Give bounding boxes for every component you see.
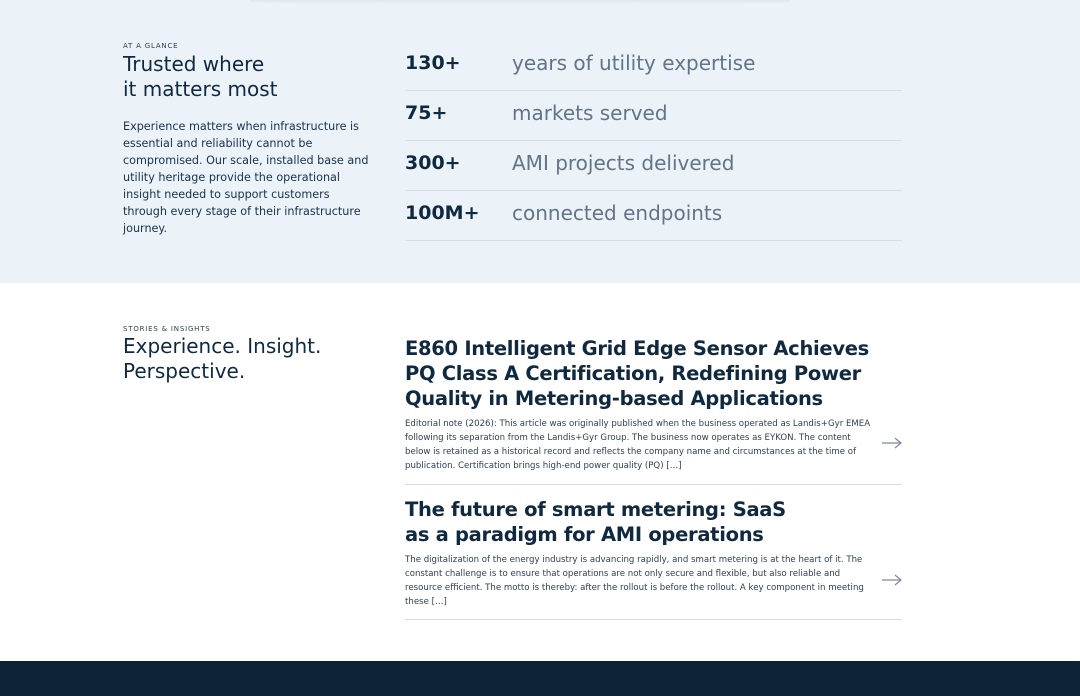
article-list xyxy=(405,336,902,620)
article-title[interactable] xyxy=(405,336,902,411)
stat-row xyxy=(405,191,902,241)
stat-label: markets served xyxy=(512,101,668,125)
arrow-right-icon[interactable] xyxy=(882,437,902,449)
article-title[interactable] xyxy=(405,497,902,547)
article-title-line[interactable]: Quality in Metering-based Applications xyxy=(405,387,823,410)
footer-band xyxy=(0,661,1080,696)
stat-label: connected endpoints xyxy=(512,201,723,225)
glance-title-line-1: Trusted where xyxy=(123,52,265,76)
glance-eyebrow: AT A GLANCE xyxy=(123,42,179,50)
stat-row xyxy=(405,41,902,91)
stories-title-line-1: Experience. Insight. xyxy=(123,334,322,358)
stat-value: 300+ xyxy=(405,152,461,174)
article-title-line[interactable]: E860 Intelligent Grid Edge Sensor Achieves xyxy=(405,337,869,360)
stat-row xyxy=(405,91,902,141)
glance-title-line-2: it matters most xyxy=(123,77,278,101)
article-card[interactable] xyxy=(405,336,902,485)
stat-value: 130+ xyxy=(405,52,461,74)
article-excerpt: The digitalization of the energy industry is advancing rapidly, and smart metering is at the heart of it. The constant challenge is to ensure that operations are not only secure and flexible, but also reliable and resource efficient. The motto is thereby: after the rollout is before the rollout. A key component in meeting these […] xyxy=(405,555,864,607)
article-title-line[interactable]: PQ Class A Certification, Redefining Power xyxy=(405,362,861,385)
stories-title xyxy=(123,334,321,384)
top-shadow xyxy=(250,0,790,4)
stories-eyebrow: STORIES & INSIGHTS xyxy=(123,325,211,333)
arrow-right-icon[interactable] xyxy=(882,574,902,586)
glance-title xyxy=(123,52,277,102)
article-card[interactable] xyxy=(405,485,902,620)
stat-value: 100M+ xyxy=(405,202,480,224)
stat-row xyxy=(405,141,902,191)
stat-label: years of utility expertise xyxy=(512,51,756,75)
article-title-line[interactable]: The future of smart metering: SaaS xyxy=(405,498,786,521)
stat-label: AMI projects delivered xyxy=(512,151,735,175)
glance-body: Experience matters when infrastructure is essential and reliability cannot be compromised. Our scale, installed base and utility heritage provide the operational insight needed to support customers through every stage of their infrastructure journey. xyxy=(123,120,369,235)
stat-value: 75+ xyxy=(405,102,448,124)
stories-title-line-2: Perspective. xyxy=(123,359,246,383)
article-excerpt: Editorial note (2026): This article was originally published when the business operated as Landis+Gyr EMEA following its separation from the Landis+Gyr Group. The business now operates as EYKON. The content below is retained as a historical record and reflects the company name and circumstances at the time of publication. Certification brings high-end power quality (PQ) […] xyxy=(405,419,871,471)
article-title-line[interactable]: as a paradigm for AMI operations xyxy=(405,523,764,546)
at-a-glance-section xyxy=(0,0,1080,283)
stats-list xyxy=(405,41,902,241)
